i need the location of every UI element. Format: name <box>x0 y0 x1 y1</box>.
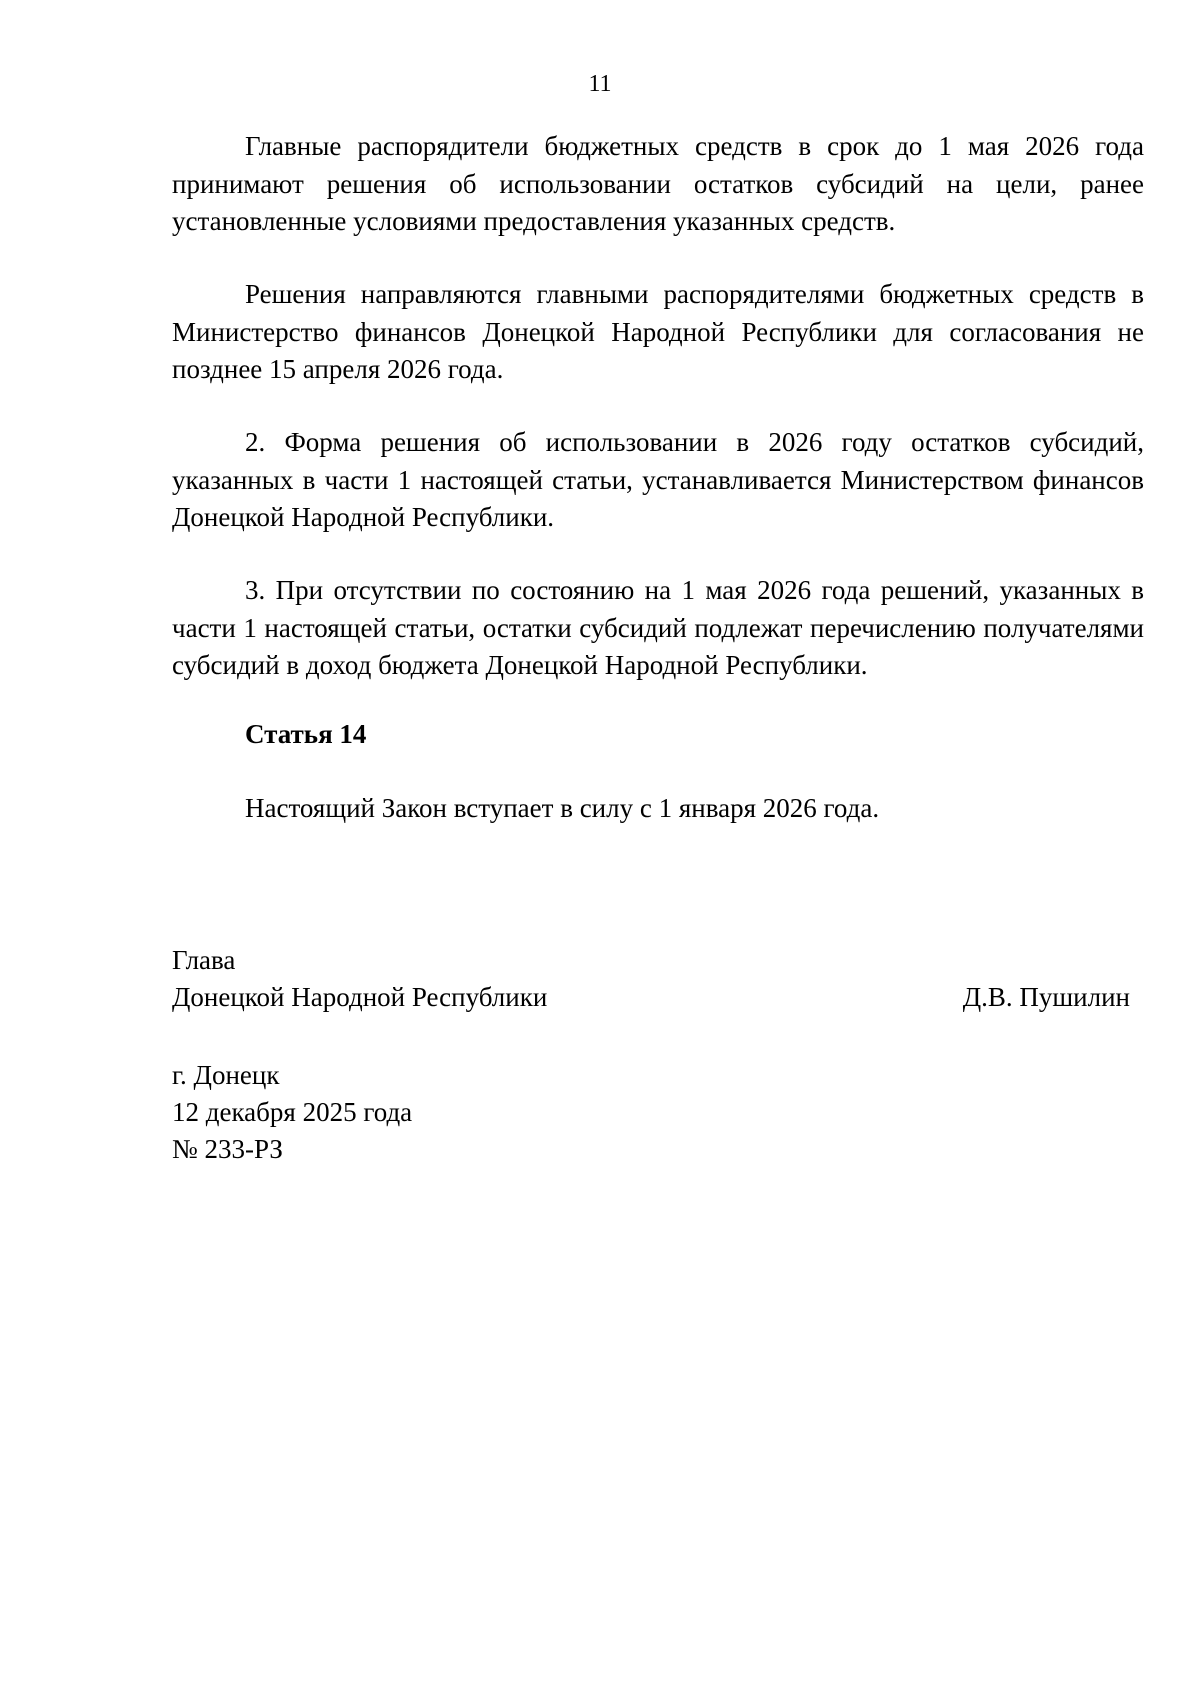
article-heading: Статья 14 <box>245 719 367 749</box>
footer-number: № 233-РЗ <box>172 1134 283 1164</box>
signature-name: Д.В. Пушилин <box>962 982 1130 1012</box>
paragraph-item-2: 2. Форма решения об использовании в 2026 году остатков субсидий, указанных в части 1 настоящей статьи, устанавливается Министерством финансов Донецкой Народной Республики. <box>172 427 1144 532</box>
signature-title-line2: Донецкой Народной Республики <box>172 982 548 1012</box>
signature-title-line1: Глава <box>172 945 236 975</box>
page-number: 11 <box>588 71 612 97</box>
paragraph-main-distributors: Главные распорядители бюджетных средств в срок до 1 мая 2026 года принимают решения об использовании остатков субсидий на цели, ранее установленные условиями предоставления указанных средств. <box>172 131 1144 236</box>
paragraph-decisions-sent: Решения направляются главными распорядителями бюджетных средств в Министерство финансов Донецкой Народной Республики для согласования не позднее 15 апреля 2026 года. <box>172 279 1144 384</box>
article-text: Настоящий Закон вступает в силу с 1 января 2026 года. <box>245 793 880 823</box>
paragraph-item-3: 3. При отсутствии по состоянию на 1 мая 2026 года решений, указанных в части 1 настоящей статьи, остатки субсидий подлежат перечислению получателями субсидий в доход бюджета Донецкой Народной Республики. <box>172 575 1144 680</box>
footer-date: 12 декабря 2025 года <box>172 1097 413 1127</box>
footer-city: г. Донецк <box>172 1060 280 1090</box>
